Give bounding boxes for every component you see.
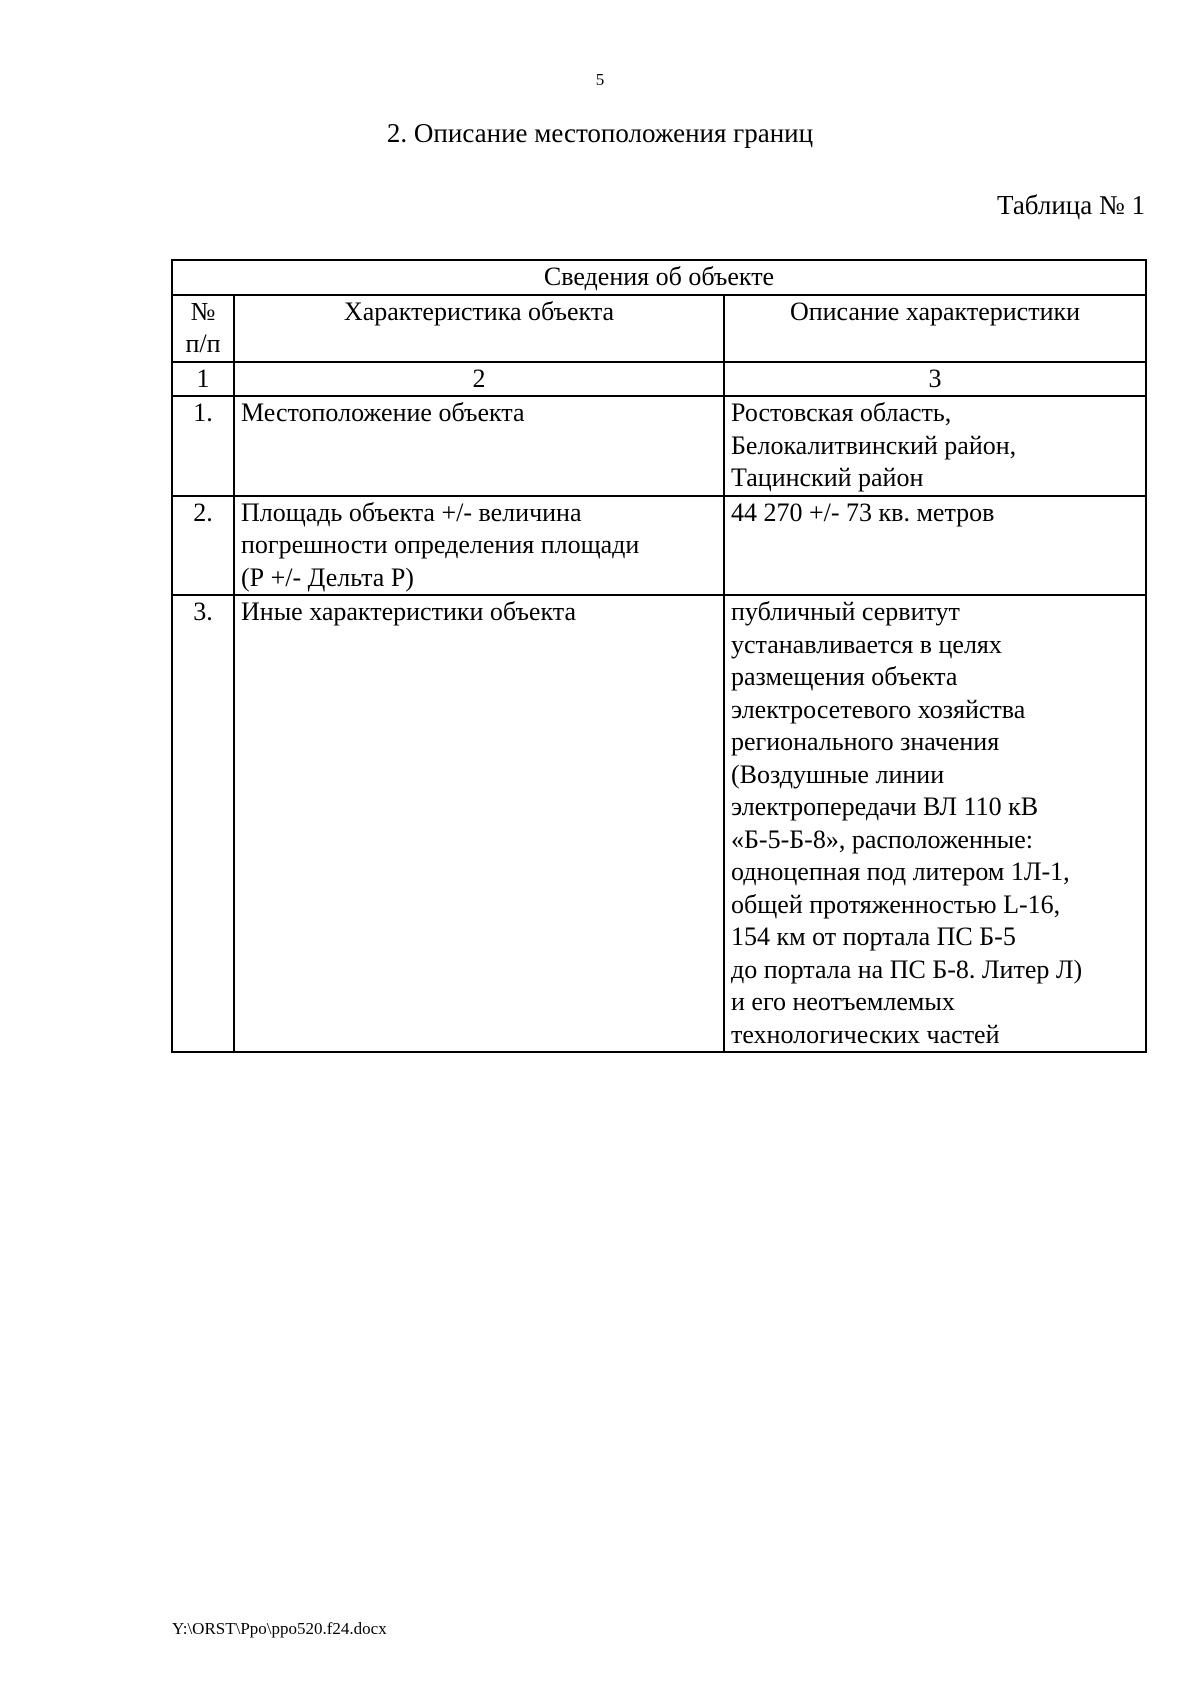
object-info-table [171, 259, 1147, 1053]
column-number-row [172, 362, 1146, 397]
row-characteristic: Местоположение объекта [234, 396, 724, 496]
row-number: 1. [172, 396, 234, 496]
column-number-3: 3 [724, 362, 1146, 397]
table-row [172, 496, 1146, 596]
row-description: публичный сервитут устанавливается в целях размещения объекта электросетевого хозяйства регионального значения (Воздушные линии электропередачи ВЛ 110 кВ «Б-5-Б-8», расположенные: одноцепная под литером 1Л-1, общей протяженностью L-16, 154 км от портала ПС Б-5 до портала на ПС Б-8. Литер Л) и его неотъемлемых технологических частей [724, 595, 1146, 1052]
row-characteristic: Площадь объекта +/- величина погрешности определения площади (Р +/- Дельта Р) [234, 496, 724, 596]
header-description: Описание характеристики [724, 295, 1146, 362]
row-number: 3. [172, 595, 234, 1052]
table-label: Таблица № 1 [997, 190, 1145, 220]
column-number-1: 1 [172, 362, 234, 397]
table-caption-row [172, 260, 1146, 295]
section-title: 2. Описание местоположения границ [386, 118, 814, 148]
table-row [172, 595, 1146, 1052]
header-number: № п/п [172, 295, 234, 362]
table-caption: Сведения об объекте [172, 260, 1146, 295]
table-header-row [172, 295, 1146, 362]
header-characteristic: Характеристика объекта [234, 295, 724, 362]
page-number: 5 [595, 70, 605, 89]
column-number-2: 2 [234, 362, 724, 397]
row-characteristic: Иные характеристики объекта [234, 595, 724, 1052]
footer-file-path: Y:\ORST\Ppo\ppo520.f24.docx [172, 1619, 387, 1638]
row-description: 44 270 +/- 73 кв. метров [724, 496, 1146, 596]
row-description: Ростовская область, Белокалитвинский район, Тацинский район [724, 396, 1146, 496]
table-row [172, 396, 1146, 496]
row-number: 2. [172, 496, 234, 596]
